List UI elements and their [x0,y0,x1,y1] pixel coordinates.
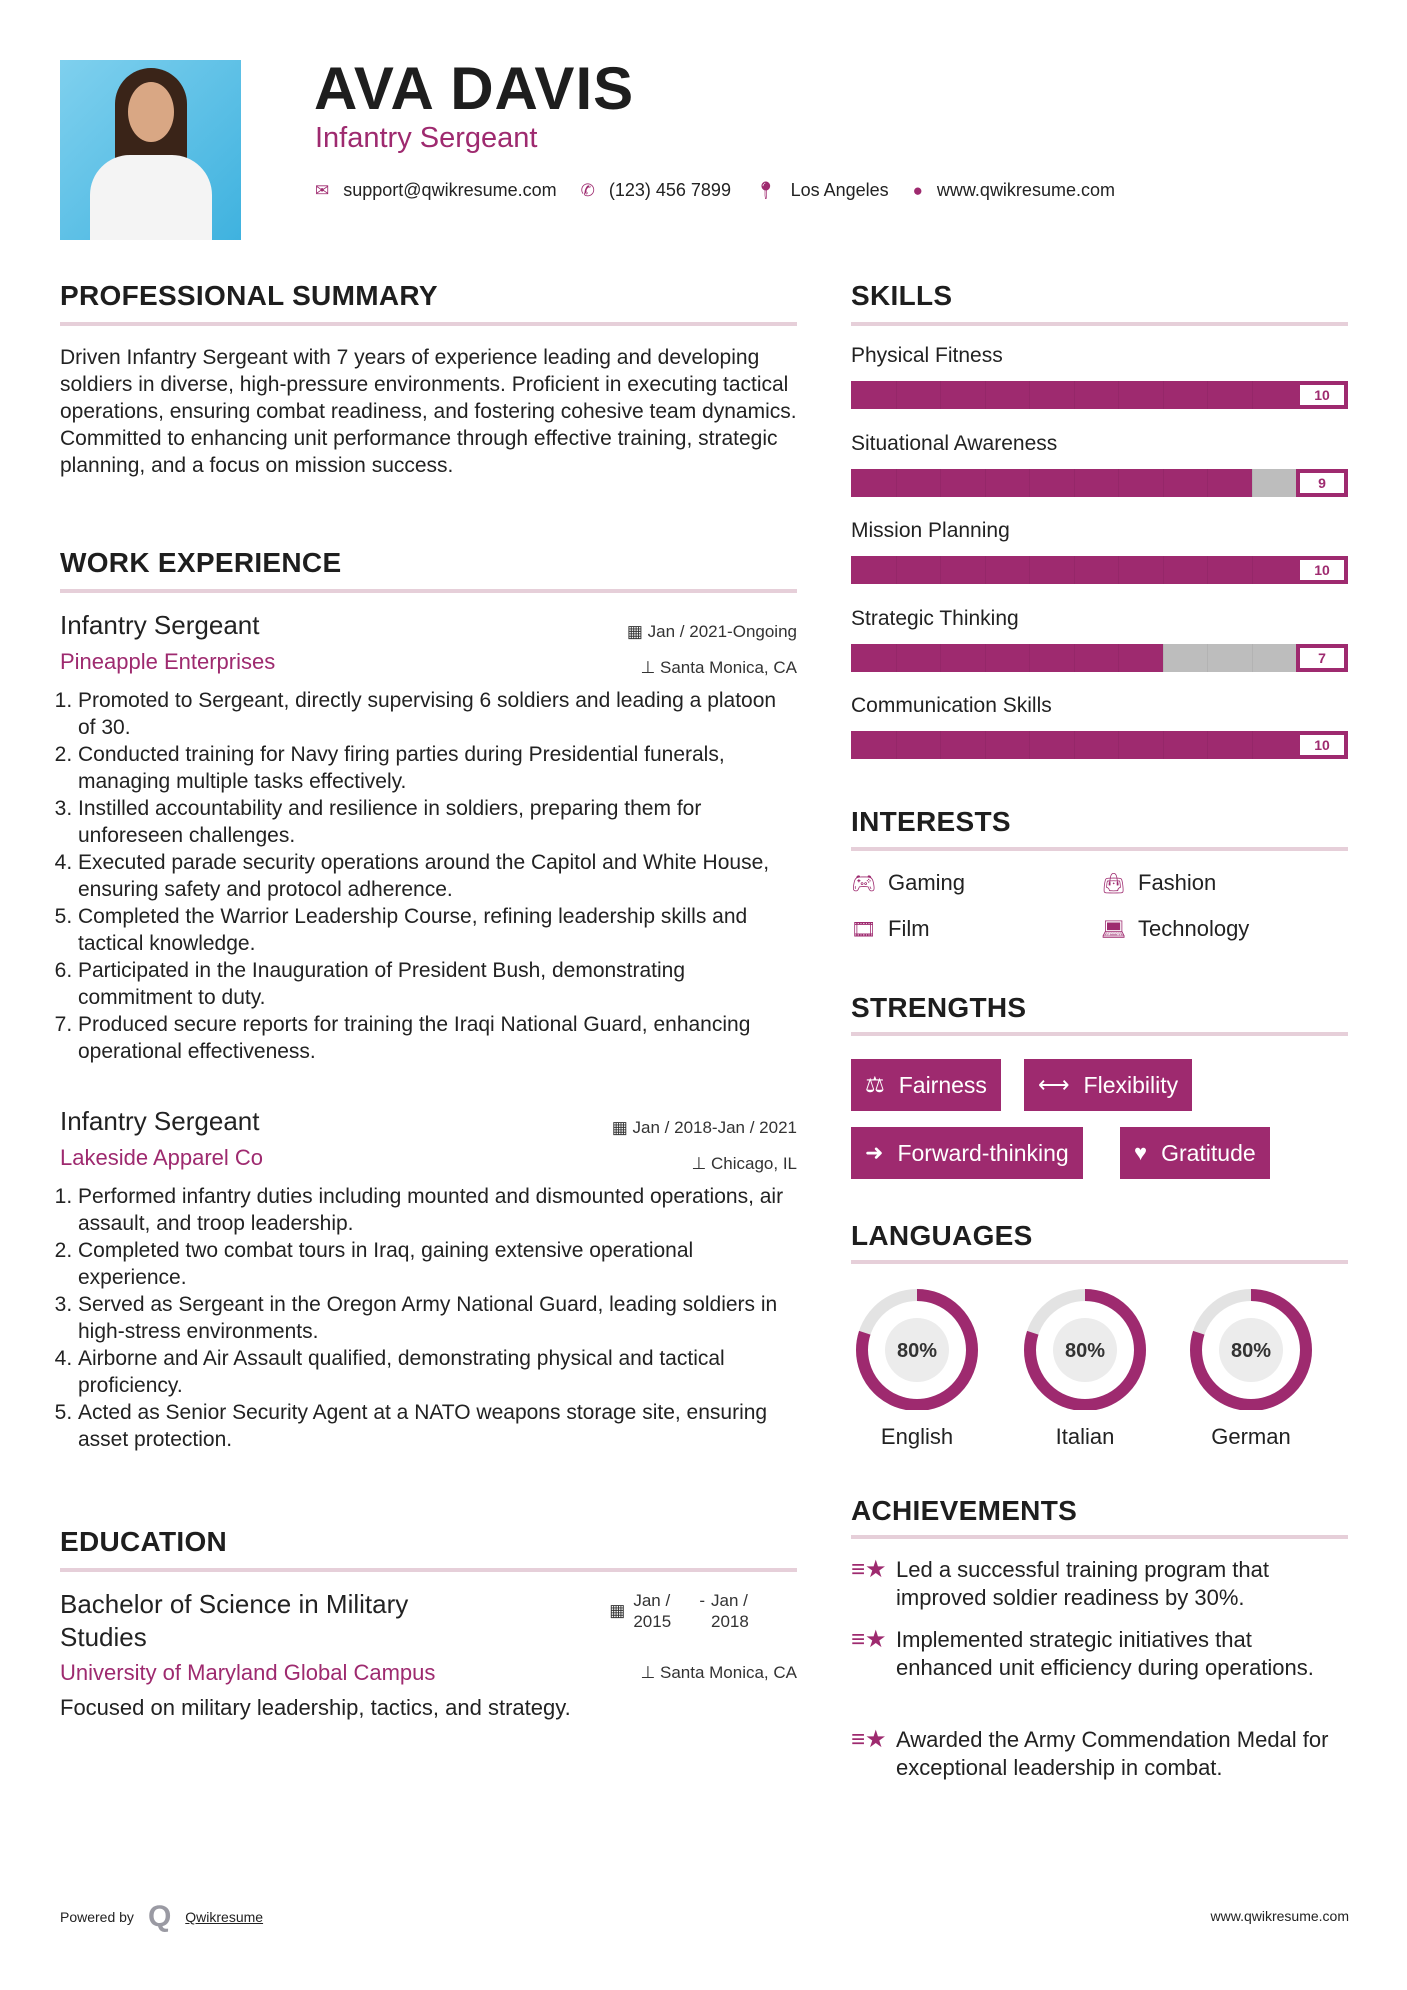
language-donut [852,1280,982,1410]
email-link[interactable]: support@qwikresume.com [343,180,557,200]
gamepad-icon: 🎮︎ [851,872,877,895]
achievements-heading: ACHIEVEMENTS [851,1495,1078,1526]
pin-icon: ⊥ [640,658,660,677]
skill-segment [1074,556,1075,584]
location-text: Los Angeles [790,180,889,200]
skill-segment [896,381,897,409]
job-entry [60,1106,797,1453]
skill-fill [851,731,1348,759]
skill-segment [1163,556,1164,584]
calendar-icon: ▦ [609,1601,626,1620]
skill-segment [940,644,941,672]
skill-name: Mission Planning [851,519,1010,543]
skill-segment [1118,731,1119,759]
skill-segment [985,381,986,409]
divider [851,322,1348,326]
skill-item [851,432,1348,497]
interests-list [851,870,1348,960]
list-item: 7. Produced secure reports for training the Iraqi National Guard, enhancing operational effectiveness. [78,1011,797,1065]
shooting-star-icon: ≡★ [851,1556,887,1583]
list-item: 2. Conducted training for Navy firing parties during Presidential funerals, managing multiple tasks effectively. [78,741,797,795]
phone-icon: ✆ [580,180,595,200]
arrow-right-icon: ➜ [865,1140,884,1165]
skill-segment [1118,381,1119,409]
work-heading: WORK EXPERIENCE [60,547,342,578]
skill-segment [985,731,986,759]
skill-bar [851,556,1348,584]
skill-segment [1074,381,1075,409]
footer-website[interactable]: www.qwikresume.com [1210,1908,1349,1924]
language-percent: 80% [896,1340,938,1362]
company-name: Lakeside Apparel Co [60,1145,264,1170]
skill-segment [1029,381,1030,409]
summary-text: Driven Infantry Sergeant with 7 years of experience leading and developing soldiers in diverse, high-pressure environments. Proficient in executing tactical operations, ensuring combat readiness, and fostering cohesive team dynamics. Committed to enhancing unit performance through effective training, strategic planning, and a focus on mission success. [60,346,797,477]
skill-segment [1074,469,1075,497]
language-item [852,1280,982,1460]
achievement-item: ≡★ Awarded the Army Commendation Medal for exceptional leadership in combat. [851,1726,1329,1780]
laptop-icon: 💻︎ [1101,918,1127,941]
skill-segment [985,644,986,672]
globe-icon: ● [912,180,923,200]
footer-powered [60,1900,263,1934]
skill-segment [1029,731,1030,759]
skill-bar [851,644,1348,672]
strength-tag: ♥ Gratitude [1120,1127,1270,1179]
skills-heading: SKILLS [851,280,953,311]
skill-bar [851,381,1348,409]
skill-score: 9 [1296,469,1348,497]
skill-segment [1029,469,1030,497]
pin-icon: ⊥ [640,1663,660,1682]
skill-segment [1074,644,1075,672]
skill-segment [940,731,941,759]
job-entry [60,610,797,1065]
calendar-icon: ▦ [611,1118,633,1137]
skill-segment [896,469,897,497]
skill-item [851,519,1348,584]
divider [60,1568,797,1572]
skill-fill [851,556,1348,584]
skill-segment [985,469,986,497]
heart-icon: ♥ [1134,1140,1148,1165]
skill-segment [1029,556,1030,584]
strength-tag: ➜ Forward-thinking [851,1127,1083,1179]
strength-tag: ⚖ Fairness [851,1059,1001,1111]
skill-segment [1252,469,1253,497]
strengths-list [851,1059,1348,1189]
interest-item: 💻︎ Technology [1101,916,1250,941]
skill-name: Situational Awareness [851,431,1058,455]
languages-list [851,1280,1348,1460]
film-icon: 🎞︎ [851,918,877,941]
skill-fill [851,381,1348,409]
skill-segment [1252,731,1253,759]
achievements-list [851,1556,1348,1816]
divider [60,322,797,326]
education-heading: EDUCATION [60,1526,228,1557]
skill-segment [940,469,941,497]
shooting-star-icon: ≡★ [851,1626,887,1653]
skill-bar [851,469,1348,497]
language-percent: 80% [1064,1340,1106,1362]
list-item: 4. Airborne and Air Assault qualified, demonstrating physical and tactical proficiency. [78,1345,797,1399]
skill-segment [1207,556,1208,584]
job-duties [60,687,797,1065]
degree-title: Bachelor of Science in Military Studies [60,1589,409,1652]
list-item: 1. Promoted to Sergeant, directly supervising 6 soldiers and leading a platoon of 30. [78,687,797,741]
list-item: 4. Executed parade security operations around the Capitol and White House, ensuring safety and protocol adherence. [78,849,797,903]
pin-icon: ⊥ [691,1154,711,1173]
language-donut [1186,1280,1316,1410]
education-dates: ▦ Jan / 2015 - Jan / 2018 [609,1591,749,1631]
language-item [1186,1280,1316,1460]
contact-line [315,180,1139,201]
list-item: 2. Completed two combat tours in Iraq, gaining extensive operational experience. [78,1237,797,1291]
skill-score: 7 [1296,644,1348,672]
balance-scale-icon: ⚖ [865,1072,885,1097]
skill-name: Communication Skills [851,694,1052,718]
skill-score: 10 [1296,381,1348,409]
shopping-bag-icon: 👜︎ [1101,872,1127,895]
skill-segment [896,731,897,759]
skill-segment [896,644,897,672]
skill-segment [1163,644,1164,672]
skill-segment [1252,556,1253,584]
skill-bar [851,731,1348,759]
job-date: ▦ Jan / 2021-Ongoing [626,622,797,641]
map-marker-icon: 📍︎ [754,180,777,200]
language-item [1020,1280,1150,1460]
skill-fill [851,644,1163,672]
skill-segment [1207,469,1208,497]
candidate-name: AVA DAVIS [314,55,635,122]
list-item: 5. Completed the Warrior Leadership Course, refining leadership skills and tactical knowledge. [78,903,797,957]
skill-score: 10 [1296,731,1348,759]
interest-item: 👜︎ Fashion [1101,870,1217,895]
language-name: Italian [1055,1424,1115,1449]
powered-by-text: Powered by [60,1909,134,1925]
skill-segment [1163,381,1164,409]
divider [851,1032,1348,1036]
skill-segment [1029,644,1030,672]
website-link[interactable]: www.qwikresume.com [936,180,1115,200]
skill-name: Physical Fitness [851,344,1003,367]
calendar-icon: ▦ [626,622,648,641]
skill-segment [940,381,941,409]
strengths-heading: STRENGTHS [851,992,1027,1023]
skill-segment [1118,556,1119,584]
achievement-item: ≡★ Led a successful training program that improved soldier readiness by 30%. [851,1556,1269,1610]
skill-segment [940,556,941,584]
skill-name: Strategic Thinking [851,606,1019,630]
job-location: ⊥ Chicago, IL [691,1154,797,1173]
list-item: 1. Performed infantry duties including mounted and dismounted operations, air assault, and troop leadership. [78,1183,797,1237]
language-percent: 80% [1230,1340,1272,1362]
candidate-title: Infantry Sergeant [315,122,538,154]
job-title: Infantry Sergeant [60,1106,260,1136]
skill-segment [1118,644,1119,672]
divider [851,847,1348,851]
brand-link[interactable]: Qwikresume [185,1909,264,1925]
list-item: 6. Participated in the Inauguration of President Bush, demonstrating commitment to duty. [78,957,797,1011]
phone-text: (123) 456 7899 [608,180,731,200]
company-name: Pineapple Enterprises [60,649,276,674]
skill-segment [1252,644,1253,672]
skill-score: 10 [1296,556,1348,584]
skill-item [851,694,1348,759]
skill-item [851,344,1348,409]
skill-segment [1163,469,1164,497]
skill-segment [985,556,986,584]
summary-heading: PROFESSIONAL SUMMARY [60,280,438,311]
skill-fill [851,469,1252,497]
skill-segment [1163,731,1164,759]
list-item: 3. Served as Sergeant in the Oregon Army National Guard, leading soldiers in high-stress environments. [78,1291,797,1345]
arrows-horizontal-icon: ⟷ [1038,1072,1070,1097]
skill-segment [1207,644,1208,672]
divider [60,589,797,593]
shooting-star-icon: ≡★ [851,1726,887,1753]
education-description: Focused on military leadership, tactics, and strategy. [60,1695,571,1720]
divider [851,1535,1348,1539]
strength-tag: ⟷ Flexibility [1024,1059,1192,1111]
job-date: ▦ Jan / 2018-Jan / 2021 [611,1118,797,1137]
interests-heading: INTERESTS [851,806,1011,837]
job-title: Infantry Sergeant [60,610,260,640]
language-name: German [1211,1424,1291,1449]
language-name: English [880,1424,954,1449]
job-location: ⊥ Santa Monica, CA [640,658,797,677]
achievement-item: ≡★ Implemented strategic initiatives that enhanced unit efficiency during operations. [851,1626,1314,1680]
list-item: 5. Acted as Senior Security Agent at a NATO weapons storage site, ensuring asset protection. [78,1399,797,1453]
skill-segment [1118,469,1119,497]
skill-segment [1074,731,1075,759]
education-location: ⊥ Santa Monica, CA [640,1663,797,1682]
interest-item: 🎮︎ Gaming [851,870,966,895]
skill-segment [1252,381,1253,409]
list-item: 3. Instilled accountability and resilience in soldiers, preparing them for unforeseen challenges. [78,795,797,849]
education-entry [60,1588,797,1721]
qwikresume-logo-icon: Q [147,1900,172,1933]
divider [851,1260,1348,1264]
job-duties [60,1183,797,1453]
language-donut [1020,1280,1150,1410]
school-name: University of Maryland Global Campus [60,1660,436,1685]
skill-segment [896,556,897,584]
languages-heading: LANGUAGES [851,1220,1033,1251]
skill-segment [1207,731,1208,759]
envelope-icon: ✉ [315,180,330,200]
skill-segment [1207,381,1208,409]
profile-photo [60,60,241,240]
interest-item: 🎞︎ Film [851,916,930,941]
skill-item [851,607,1348,672]
